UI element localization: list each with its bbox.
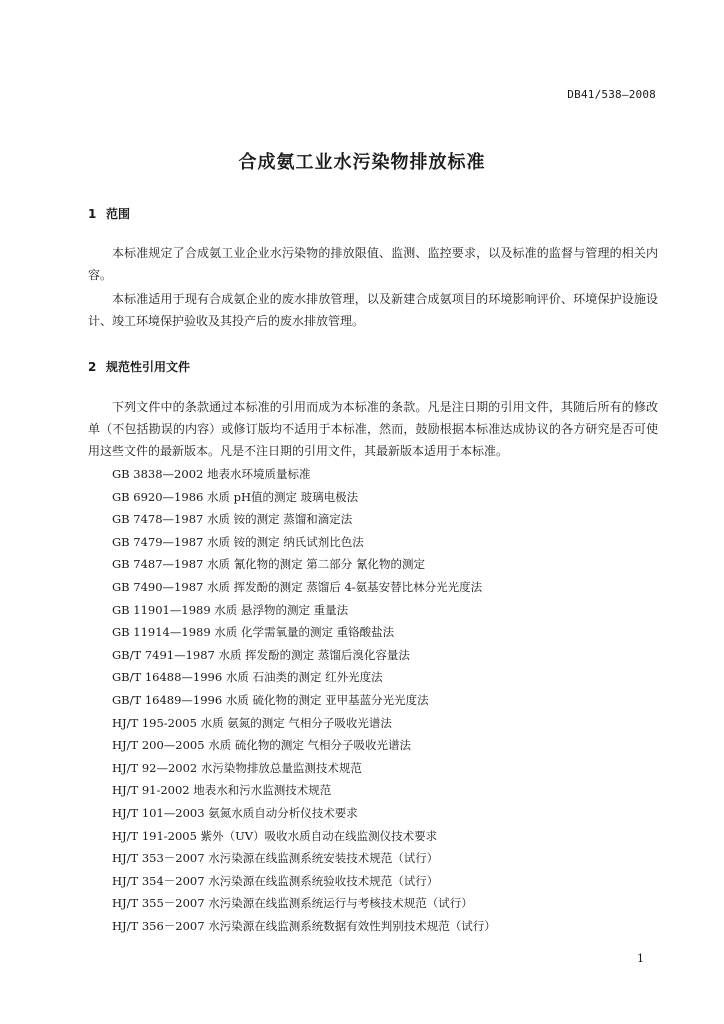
document-code: DB41/538—2008 — [567, 88, 656, 101]
reference-item: HJ/T 91-2002 地表水和污水监测技术规范 — [112, 783, 332, 798]
reference-item: HJ/T 355－2007 水污染源在线监测系统运行与考核技术规范（试行） — [112, 896, 473, 911]
reference-item: GB 3838—2002 地表水环境质量标准 — [112, 467, 311, 481]
reference-item: HJ/T 353－2007 水污染源在线监测系统安装技术规范（试行） — [112, 851, 439, 866]
reference-item: GB 7490—1987 水质 挥发酚的测定 蒸馏后 4-氨基安替比林分光光度法 — [112, 579, 483, 594]
reference-item: GB/T 16488—1996 水质 石油类的测定 红外光度法 — [112, 670, 383, 685]
reference-item: GB 11914—1989 水质 化学需氧量的测定 重铬酸盐法 — [112, 625, 395, 640]
reference-item: HJ/T 200—2005 水质 硫化物的测定 气相分子吸收光谱法 — [112, 738, 412, 753]
page-number: 1 — [637, 952, 644, 965]
reference-item: GB/T 7491—1987 水质 挥发酚的测定 蒸馏后溴化容量法 — [112, 647, 410, 662]
reference-item: HJ/T 101—2003 氨氮水质自动分析仪技术要求 — [112, 805, 358, 820]
document-title: 合成氨工业水污染物排放标准 — [238, 152, 486, 173]
reference-item: GB 7478—1987 水质 铵的测定 蒸馏和滴定法 — [112, 512, 353, 527]
section-2-heading — [88, 358, 190, 375]
reference-item: HJ/T 356－2007 水污染源在线监测系统数据有效性判别技术规范（试行） — [112, 918, 496, 933]
section-1-paragraph-2: 本标准适用于现有合成氨企业的废水排放管理，以及新建合成氨项目的环境影响评价、环境保护设施设计、竣工环境保护验收及其投产后的废水排放管理。 — [88, 292, 658, 328]
reference-item: HJ/T 191-2005 紫外（UV）吸收水质自动在线监测仪技术要求 — [112, 828, 438, 843]
section-2-title: 规范性引用文件 — [106, 360, 191, 374]
section-1-title: 范围 — [106, 207, 131, 221]
section-2-number: 2 — [88, 360, 97, 374]
reference-item: HJ/T 92—2002 水污染物排放总量监测技术规范 — [112, 760, 362, 775]
reference-item: GB 6920—1986 水质 pH值的测定 玻璃电极法 — [112, 489, 359, 504]
reference-list — [112, 463, 496, 937]
reference-item: HJ/T 354－2007 水污染源在线监测系统验收技术规范（试行） — [112, 873, 439, 888]
reference-item: GB/T 16489—1996 水质 硫化物的测定 亚甲基蓝分光光度法 — [112, 692, 429, 707]
section-1-number: 1 — [88, 207, 97, 221]
reference-item: GB 7479—1987 水质 铵的测定 纳氏试剂比色法 — [112, 534, 364, 549]
reference-item: HJ/T 195-2005 水质 氨氮的测定 气相分子吸收光谱法 — [112, 715, 392, 730]
section-1-paragraph-1: 本标准规定了合成氨工业企业水污染物的排放限值、监测、监控要求，以及标准的监督与管理的相关内容。 — [88, 246, 658, 282]
section-2-intro: 下列文件中的条款通过本标准的引用而成为本标准的条款。凡是注日期的引用文件，其随后所有的修改单（不包括勘误的内容）或修订版均不适用于本标准，然而，鼓励根据本标准达成协议的各方研究是否可使用这些文件的最新版本。凡是不注日期的引用文件，其最新版本适用于本标准。 — [88, 400, 658, 458]
section-1-heading — [88, 205, 130, 222]
reference-item: GB 11901—1989 水质 悬浮物的测定 重量法 — [112, 602, 349, 617]
reference-item: GB 7487—1987 水质 氰化物的测定 第二部分 氰化物的测定 — [112, 557, 425, 572]
